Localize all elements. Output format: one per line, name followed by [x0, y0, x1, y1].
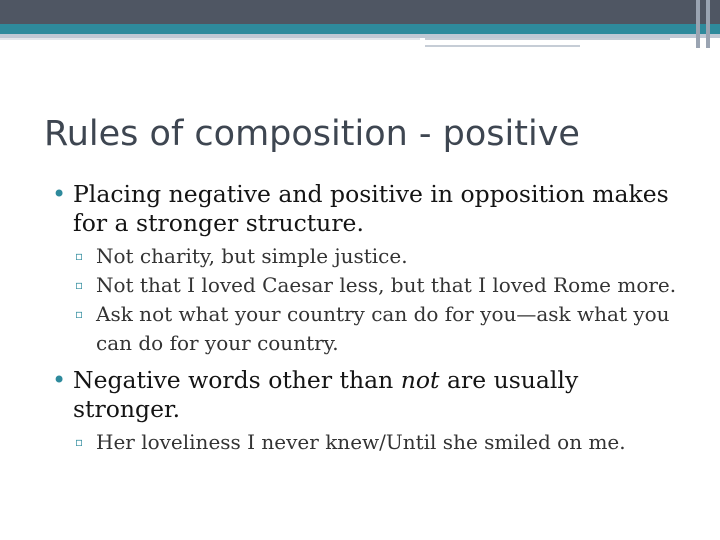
- header-band-dark: [0, 0, 720, 24]
- bullet-text-before: Negative words other than: [73, 366, 401, 394]
- sub-bullet-icon: ▫: [75, 249, 84, 263]
- bullet-text: Placing negative and positive in opposition makes for a stronger structure.: [73, 180, 669, 237]
- sub-bullet-text: Ask not what your country can do for you—ask what you can do for your country.: [96, 302, 670, 355]
- sub-bullet-item: [0, 242, 700, 271]
- sub-bullet-icon: ▫: [75, 435, 84, 449]
- sub-bullet-item: [0, 428, 700, 457]
- sub-bullet-icon: ▫: [75, 278, 84, 292]
- header-band-accent: [0, 24, 720, 34]
- header-bar: [696, 0, 700, 48]
- sub-bullet-text: Not charity, but simple justice.: [96, 244, 408, 268]
- header-bar: [706, 0, 710, 48]
- slide-title: Rules of composition - positive: [44, 114, 580, 154]
- sub-bullet-icon: ▫: [75, 307, 84, 321]
- header-line: [0, 38, 420, 40]
- bullet-item: [0, 180, 700, 238]
- sub-bullet-item: [0, 271, 700, 300]
- header-line: [425, 38, 670, 40]
- header-line: [425, 45, 580, 47]
- bullet-item: [0, 366, 700, 424]
- bullet-icon: •: [52, 366, 67, 394]
- sub-bullet-item: [0, 300, 700, 358]
- slide-body: [0, 180, 700, 457]
- sub-bullet-text: Not that I loved Caesar less, but that I loved Rome more.: [96, 273, 677, 297]
- bullet-icon: •: [52, 180, 67, 208]
- sub-bullet-text: Her loveliness I never knew/Until she smiled on me.: [96, 430, 626, 454]
- bullet-text-emphasis: not: [400, 366, 440, 394]
- bullet-text-after: are usually stronger.: [73, 366, 579, 423]
